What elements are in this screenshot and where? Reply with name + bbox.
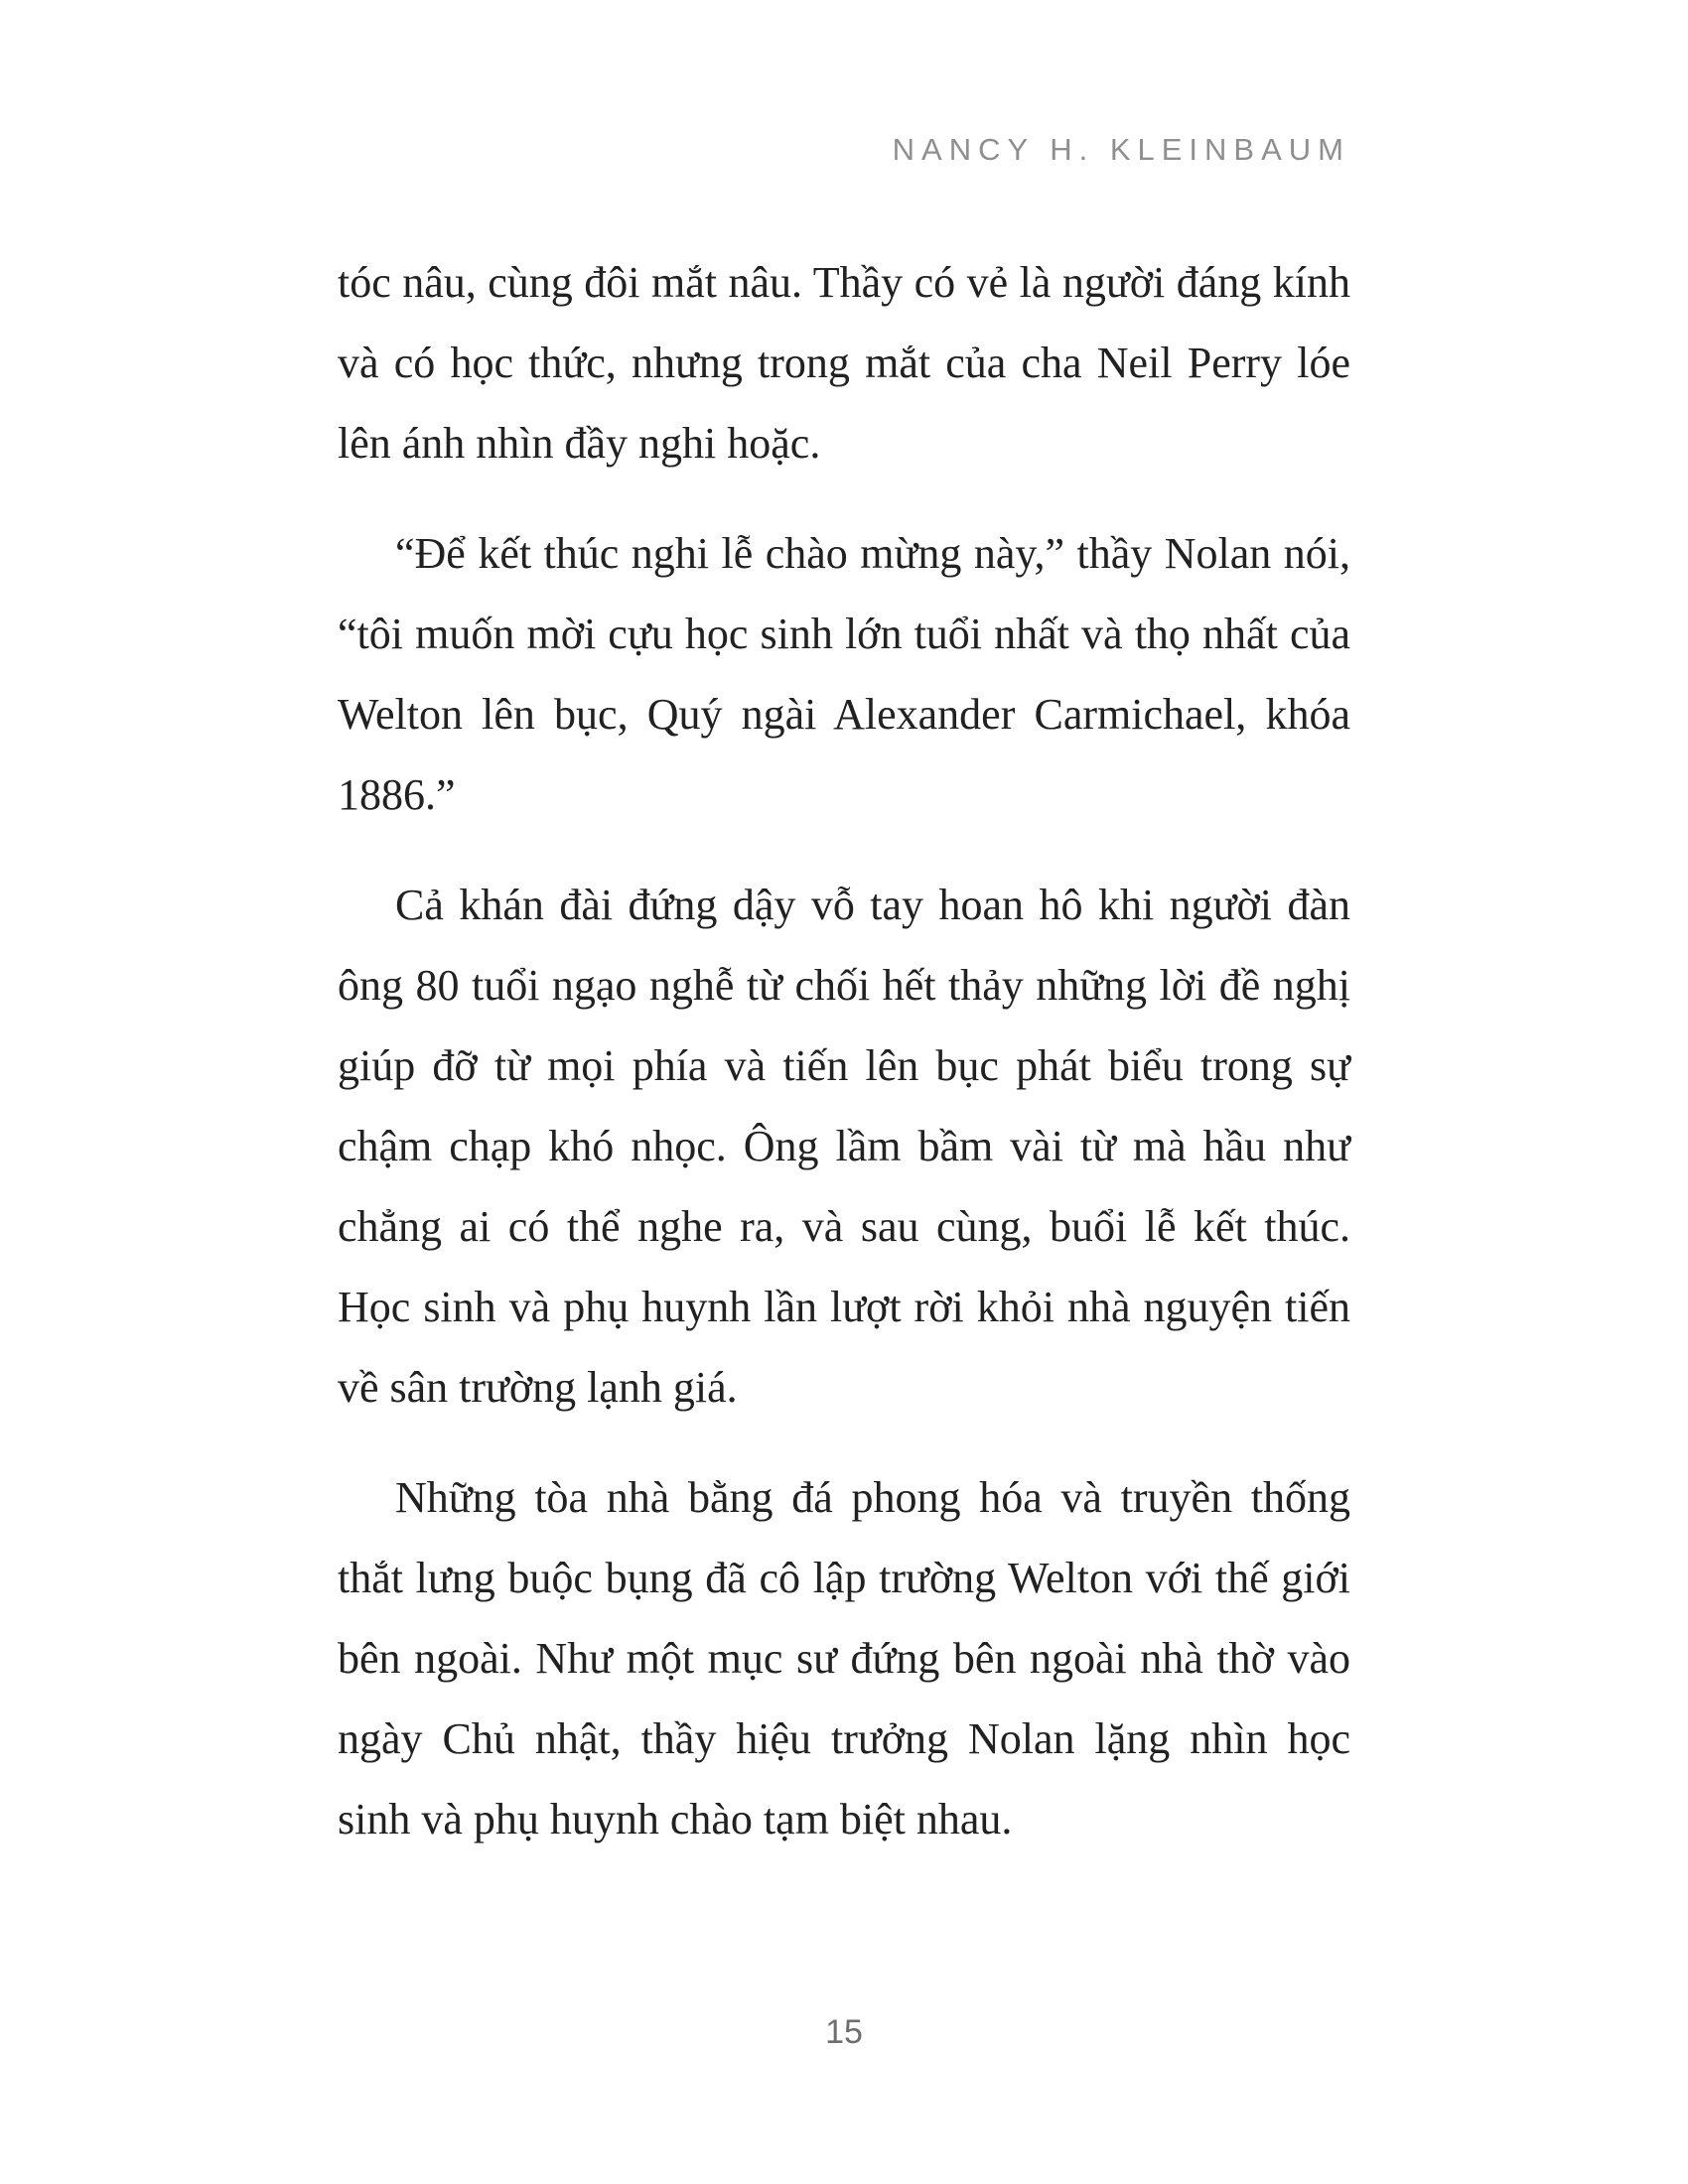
page-number: 15 bbox=[825, 2013, 863, 2051]
paragraph: tóc nâu, cùng đôi mắt nâu. Thầy có vẻ là người đáng kính và có học thức, nhưng trong mắt của cha Neil Perry lóe lên ánh nhìn đầy nghi hoặc. bbox=[338, 258, 1350, 468]
paragraph: “Để kết thúc nghi lễ chào mừng này,” thầy Nolan nói, “tôi muốn mời cựu học sinh lớn tuổi nhất và thọ nhất của Welton lên bục, Quý ngài Alexander Carmichael, khóa 1886.” bbox=[338, 529, 1350, 819]
paragraph: Cả khán đài đứng dậy vỗ tay hoan hô khi người đàn ông 80 tuổi ngạo nghễ từ chối hết thảy những lời đề nghị giúp đỡ từ mọi phía và tiến lên bục phát biểu trong sự chậm chạp khó nhọc. Ông lầm bầm vài từ mà hầu như chẳng ai có thể nghe ra, và sau cùng, buổi lễ kết thúc. Học sinh và phụ huynh lần lượt rời khỏi nhà nguyện tiến về sân trường lạnh giá. bbox=[338, 881, 1350, 1412]
running-head-author: NANCY H. KLEINBAUM bbox=[892, 132, 1350, 167]
paragraph: Những tòa nhà bằng đá phong hóa và truyền thống thắt lưng buộc bụng đã cô lập trường Welton với thế giới bên ngoài. Như một mục sư đứng bên ngoài nhà thờ vào ngày Chủ nhật, thầy hiệu trưởng Nolan lặng nhìn học sinh và phụ huynh chào tạm biệt nhau. bbox=[338, 1473, 1350, 1843]
text-block bbox=[338, 242, 1350, 1889]
